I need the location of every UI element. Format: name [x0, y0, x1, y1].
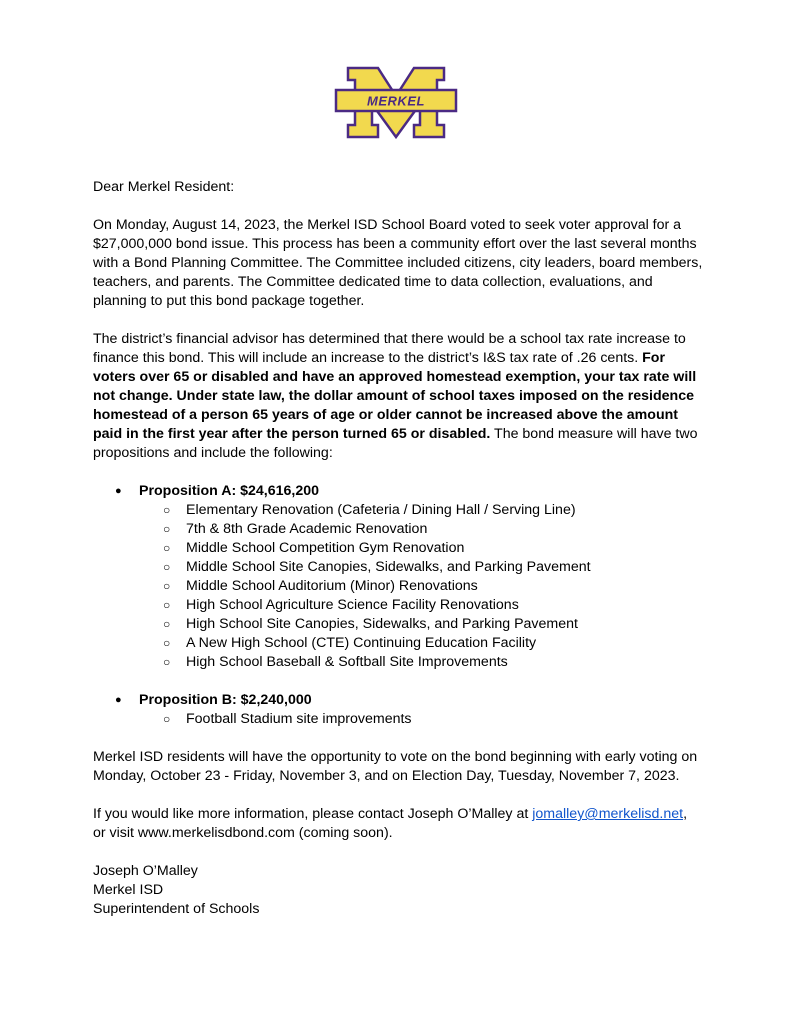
list-item: ○ 7th & 8th Grade Academic Renovation	[93, 520, 703, 539]
proposition-a-items	[93, 501, 703, 672]
greeting: Dear Merkel Resident:	[93, 179, 235, 195]
logo-text: MERKEL	[367, 93, 425, 109]
list-item: ○ Elementary Renovation (Cafeteria / Dining Hall / Serving Line)	[93, 501, 703, 520]
contact-intro: If you would like more information, please contact Joseph O’Malley at	[93, 806, 533, 822]
paragraph-voting-dates: Merkel ISD residents will have the opportunity to vote on the bond beginning with early voting on Monday, October 23 - Friday, November 3, and on Election Day, Tuesday, November 7, 2023.	[93, 749, 698, 784]
list-item: ○ High School Agriculture Science Facility Renovations	[93, 596, 703, 615]
signature-block	[93, 862, 703, 919]
tax-rate-outro: The bond measure will have two propositions and include the following:	[93, 426, 698, 461]
proposition-a-title: ● Proposition A: $24,616,200	[93, 482, 703, 501]
proposition-b-title: ● Proposition B: $2,240,000	[93, 691, 703, 710]
proposition-b-items	[93, 710, 703, 729]
list-item: ○ High School Site Canopies, Sidewalks, and Parking Pavement	[93, 615, 703, 634]
paragraph-bond-approval: On Monday, August 14, 2023, the Merkel ISD School Board voted to seek voter approval for a $27,000,000 bond issue. This process has been a community effort over the last several months with a Bond Planning Committee. The Committee included citizens, city leaders, board members, teachers, and parents. The Committee dedicated time to data collection, evaluations, and planning to put this bond package together.	[93, 217, 703, 309]
list-item: ○ Middle School Auditorium (Minor) Renovations	[93, 577, 703, 596]
paragraph-contact	[93, 805, 703, 843]
list-item: ○ Middle School Site Canopies, Sidewalks, and Parking Pavement	[93, 558, 703, 577]
signature-title: Superintendent of Schools	[93, 901, 260, 917]
list-item: ○ High School Baseball & Softball Site Improvements	[93, 653, 703, 672]
signature-name: Joseph O’Malley	[93, 863, 198, 879]
proposition-a	[93, 482, 703, 672]
paragraph-tax-rate	[93, 330, 703, 463]
senior-exemption-note: For voters over 65 or disabled and have an approved homestead exemption, your tax rate will not change. Under state law, the dollar amount of school taxes imposed on the residence homestead of a person 65 years of age or older cannot be increased above the amount paid in the first year after the person turned 65 or disabled.	[93, 350, 697, 442]
list-item: ○ Football Stadium site improvements	[93, 710, 703, 729]
merkel-logo	[334, 66, 458, 139]
contact-outro: , or visit www.merkelisdbond.com (coming soon).	[93, 806, 688, 841]
email-link[interactable]: jomalley@merkelisd.net	[532, 806, 684, 822]
list-item: ○ A New High School (CTE) Continuing Education Facility	[93, 634, 703, 653]
proposition-b	[93, 691, 703, 729]
tax-rate-intro: The district’s financial advisor has determined that there would be a school tax rate increase to finance this bond. This will include an increase to the district’s I&S tax rate of .26 cents.	[93, 331, 686, 366]
propositions-list	[93, 482, 703, 729]
letter-body	[93, 178, 703, 919]
list-item: ○ Middle School Competition Gym Renovation	[93, 539, 703, 558]
signature-org: Merkel ISD	[93, 882, 164, 898]
